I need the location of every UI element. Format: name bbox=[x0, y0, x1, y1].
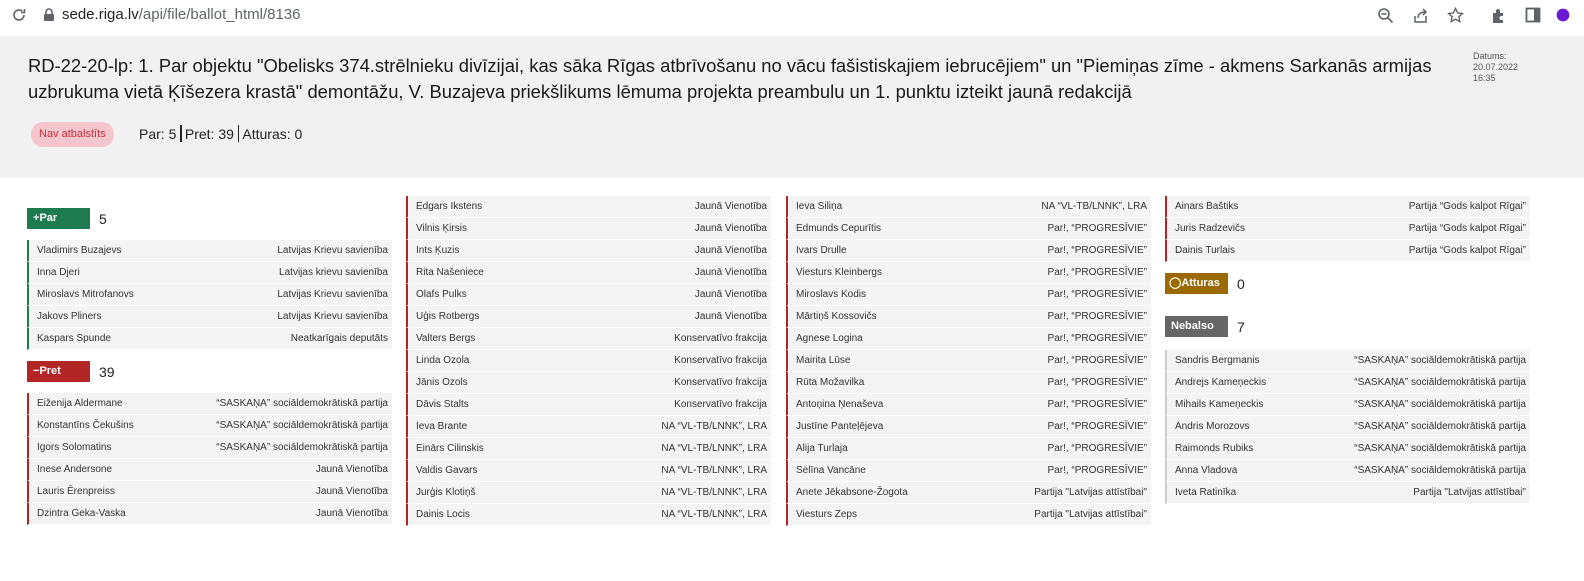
ballot-datetime bbox=[1473, 51, 1518, 84]
deputy-party: NA “VL-TB/LNNK”, LRA bbox=[661, 509, 767, 520]
nebalso-list bbox=[1165, 350, 1530, 504]
deputy-party: Latvijas Krievu savienība bbox=[277, 311, 388, 322]
deputy-row bbox=[406, 218, 771, 240]
deputy-party: Konservatīvo frakcija bbox=[674, 333, 767, 344]
ballot-header bbox=[0, 36, 1584, 178]
deputy-row bbox=[27, 284, 392, 306]
deputy-row bbox=[406, 460, 771, 482]
deputy-row bbox=[1165, 240, 1530, 262]
deputy-party: Latvijas Krievu savienība bbox=[277, 289, 388, 300]
deputy-row bbox=[786, 196, 1151, 218]
deputy-party: Partija "Latvijas attīstībai" bbox=[1034, 487, 1147, 498]
pret-list-1 bbox=[27, 393, 392, 525]
deputy-row bbox=[27, 393, 392, 415]
deputy-party: “SASKAŅA” sociāldemokrātiskā partija bbox=[1354, 421, 1526, 432]
deputy-row bbox=[27, 481, 392, 503]
deputy-row bbox=[406, 482, 771, 504]
deputy-name: Andris Morozovs bbox=[1175, 421, 1250, 432]
pret-heading: −Pret bbox=[27, 361, 90, 382]
deputy-party: Par!, “PROGRESĪVIE” bbox=[1047, 443, 1147, 454]
deputy-row bbox=[406, 438, 771, 460]
deputy-row bbox=[1165, 460, 1530, 482]
deputy-party: “SASKAŅA” sociāldemokrātiskā partija bbox=[1354, 465, 1526, 476]
side-panel-icon[interactable] bbox=[1522, 4, 1544, 26]
deputy-row bbox=[406, 240, 771, 262]
atturas-heading: ◯Atturas bbox=[1165, 273, 1228, 294]
deputy-party: Partija “Gods kalpot Rīgai” bbox=[1408, 245, 1526, 256]
url-path: /api/file/ballot_html/8136 bbox=[138, 6, 301, 23]
deputy-name: Viesturs Kleinbergs bbox=[796, 267, 882, 278]
deputy-party: NA “VL-TB/LNNK”, LRA bbox=[1041, 201, 1147, 212]
deputy-row bbox=[27, 262, 392, 284]
deputy-row bbox=[27, 240, 392, 262]
deputy-name: Raimonds Rubiks bbox=[1175, 443, 1254, 454]
deputy-party: Par!, “PROGRESĪVIE” bbox=[1047, 421, 1147, 432]
deputy-party: Par!, “PROGRESĪVIE” bbox=[1047, 311, 1147, 322]
deputy-name: Selīna Vancāne bbox=[796, 465, 866, 476]
date-value: 20.07.2022 bbox=[1473, 62, 1519, 72]
deputy-name: Mārtiņš Kossovičs bbox=[796, 311, 877, 322]
deputy-name: Lauris Ērenpreiss bbox=[37, 486, 115, 497]
deputy-party: Par!, “PROGRESĪVIE” bbox=[1047, 289, 1147, 300]
deputy-party: Latvijas krievu savienība bbox=[279, 267, 388, 278]
deputy-name: Dzintra Geka-Vaska bbox=[37, 508, 126, 519]
deputy-name: Dainis Locis bbox=[416, 509, 470, 520]
deputy-name: Edgars Ikstens bbox=[416, 201, 483, 212]
deputy-party: Jaunā Vienotība bbox=[694, 267, 767, 278]
time-value: 16:35 bbox=[1473, 73, 1496, 83]
deputy-name: Mihails Kameņeckis bbox=[1175, 399, 1264, 410]
extensions-icon[interactable] bbox=[1487, 4, 1509, 26]
deputy-party: Partija “Gods kalpot Rīgai” bbox=[1408, 201, 1526, 212]
deputy-name: Ainars Baštiks bbox=[1175, 201, 1239, 212]
deputy-row bbox=[786, 350, 1151, 372]
deputy-name: Sandris Bergmanis bbox=[1175, 355, 1260, 366]
divider bbox=[238, 125, 240, 142]
deputy-row bbox=[786, 306, 1151, 328]
deputy-party: Neatkarīgais deputāts bbox=[290, 333, 388, 344]
deputy-party: NA “VL-TB/LNNK”, LRA bbox=[661, 487, 767, 498]
deputy-party: Par!, “PROGRESĪVIE” bbox=[1047, 399, 1147, 410]
deputy-row bbox=[786, 482, 1151, 504]
deputy-row bbox=[1165, 372, 1530, 394]
address-bar[interactable] bbox=[62, 6, 301, 23]
deputy-party: Konservatīvo frakcija bbox=[674, 355, 767, 366]
deputy-row bbox=[1165, 394, 1530, 416]
deputy-party: Konservatīvo frakcija bbox=[674, 377, 767, 388]
deputy-row bbox=[786, 218, 1151, 240]
deputy-party: Par!, “PROGRESĪVIE” bbox=[1047, 245, 1147, 256]
deputy-row bbox=[786, 460, 1151, 482]
deputy-name: Edmunds Cepurītis bbox=[796, 223, 882, 234]
deputy-row bbox=[1165, 438, 1530, 460]
lock-icon[interactable] bbox=[38, 4, 60, 26]
deputy-row bbox=[786, 438, 1151, 460]
deputy-party: Jaunā Vienotība bbox=[315, 486, 388, 497]
deputy-row bbox=[27, 415, 392, 437]
deputy-party: Jaunā Vienotība bbox=[694, 311, 767, 322]
deputy-name: Rūta Možavilka bbox=[796, 377, 865, 388]
deputy-name: Alija Turlaja bbox=[796, 443, 848, 454]
deputy-party: Jaunā Vienotība bbox=[694, 289, 767, 300]
deputy-party: Latvijas Krievu savienība bbox=[277, 245, 388, 256]
divider bbox=[180, 125, 182, 142]
deputy-row bbox=[406, 262, 771, 284]
deputy-party: “SASKAŅA” sociāldemokrātiskā partija bbox=[1354, 399, 1526, 410]
deputy-row bbox=[406, 196, 771, 218]
deputy-row bbox=[786, 284, 1151, 306]
vote-summary bbox=[139, 125, 302, 143]
deputy-party: Partija "Latvijas attīstībai" bbox=[1034, 509, 1147, 520]
deputy-party: Jaunā Vienotība bbox=[315, 464, 388, 475]
deputy-party: “SASKAŅA” sociāldemokrātiskā partija bbox=[216, 398, 388, 409]
deputy-row bbox=[27, 306, 392, 328]
deputy-party: Konservatīvo frakcija bbox=[674, 399, 767, 410]
deputy-row bbox=[406, 372, 771, 394]
deputy-name: Kaspars Spunde bbox=[37, 333, 111, 344]
pret-list-2 bbox=[406, 196, 771, 526]
deputy-name: Valters Bergs bbox=[416, 333, 476, 344]
deputy-party: Jaunā Vienotība bbox=[694, 223, 767, 234]
deputy-name: Viesturs Zeps bbox=[796, 509, 857, 520]
deputy-name: Ivars Drulle bbox=[796, 245, 847, 256]
deputy-party: NA “VL-TB/LNNK”, LRA bbox=[661, 443, 767, 454]
par-heading: +Par bbox=[27, 208, 90, 229]
pret-list-4 bbox=[1165, 196, 1530, 262]
deputy-party: Par!, “PROGRESĪVIE” bbox=[1047, 223, 1147, 234]
deputy-row bbox=[786, 328, 1151, 350]
deputy-row bbox=[27, 503, 392, 525]
date-label: Datums: bbox=[1473, 51, 1507, 61]
pret-list-3 bbox=[786, 196, 1151, 526]
deputy-name: Ieva Siliņa bbox=[796, 201, 843, 212]
nebalso-heading: Nebalso bbox=[1165, 316, 1228, 337]
deputy-name: Eiženija Aldermane bbox=[37, 398, 123, 409]
pret-count: 39 bbox=[99, 364, 115, 380]
deputy-party: “SASKAŅA” sociāldemokrātiskā partija bbox=[1354, 355, 1526, 366]
deputy-row bbox=[1165, 350, 1530, 372]
url-host: sede.riga.lv bbox=[62, 6, 139, 23]
deputy-party: NA “VL-TB/LNNK”, LRA bbox=[661, 465, 767, 476]
deputy-party: Par!, “PROGRESĪVIE” bbox=[1047, 377, 1147, 388]
minus-icon: − bbox=[33, 365, 40, 377]
deputy-row bbox=[1165, 482, 1530, 504]
bookmark-star-icon[interactable] bbox=[1444, 4, 1466, 26]
deputy-row bbox=[786, 416, 1151, 438]
status-badge: Nav atbalstīts bbox=[31, 122, 114, 147]
deputy-name: Justīne Panteļējeva bbox=[796, 421, 884, 432]
deputy-party: Par!, “PROGRESĪVIE” bbox=[1047, 465, 1147, 476]
plus-icon: + bbox=[33, 212, 40, 224]
deputy-party: Par!, “PROGRESĪVIE” bbox=[1047, 267, 1147, 278]
count-atturas: Atturas: 0 bbox=[242, 126, 303, 142]
deputy-party: “SASKAŅA” sociāldemokrātiskā partija bbox=[1354, 443, 1526, 454]
deputy-name: Juris Radzevičs bbox=[1175, 223, 1246, 234]
deputy-row bbox=[27, 459, 392, 481]
deputy-row bbox=[1165, 416, 1530, 438]
deputy-party: “SASKAŅA” sociāldemokrātiskā partija bbox=[1354, 377, 1526, 388]
deputy-row bbox=[786, 372, 1151, 394]
deputy-name: Mairita Lūse bbox=[796, 355, 851, 366]
browser-toolbar bbox=[0, 0, 1584, 30]
deputy-name: Dāvis Stalts bbox=[416, 399, 469, 410]
deputy-row bbox=[27, 328, 392, 350]
deputy-row bbox=[786, 240, 1151, 262]
deputy-row bbox=[406, 350, 771, 372]
deputy-name: Igors Solomatins bbox=[37, 442, 112, 453]
deputy-name: Jurģis Klotiņš bbox=[416, 487, 476, 498]
deputy-name: Iveta Ratinīka bbox=[1175, 487, 1237, 498]
deputy-name: Anna Vladova bbox=[1175, 465, 1238, 476]
deputy-name: Jānis Ozols bbox=[416, 377, 468, 388]
deputy-name: Ieva Brante bbox=[416, 421, 468, 432]
deputy-party: “SASKAŅA” sociāldemokrātiskā partija bbox=[216, 442, 388, 453]
deputy-name: Vladimirs Buzajevs bbox=[37, 245, 122, 256]
deputy-party: Par!, “PROGRESĪVIE” bbox=[1047, 355, 1147, 366]
deputy-name: Ints Ķuzis bbox=[416, 245, 460, 256]
deputy-row bbox=[786, 262, 1151, 284]
deputy-name: Anete Jēkabsone-Žogota bbox=[796, 487, 908, 498]
deputy-name: Jakovs Pliners bbox=[37, 311, 102, 322]
deputy-row bbox=[406, 284, 771, 306]
deputy-name: Agnese Logina bbox=[796, 333, 863, 344]
deputy-row bbox=[27, 437, 392, 459]
deputy-party: NA “VL-TB/LNNK”, LRA bbox=[661, 421, 767, 432]
deputy-name: Olafs Pulks bbox=[416, 289, 467, 300]
deputy-name: Andrejs Kameņeckis bbox=[1175, 377, 1267, 388]
count-par: Par: 5 bbox=[139, 126, 177, 142]
deputy-row bbox=[406, 328, 771, 350]
nebalso-count: 7 bbox=[1237, 319, 1245, 335]
deputy-name: Rita Našeniece bbox=[416, 267, 484, 278]
deputy-party: Jaunā Vienotība bbox=[315, 508, 388, 519]
deputy-name: Valdis Gavars bbox=[416, 465, 478, 476]
deputy-name: Linda Ozola bbox=[416, 355, 470, 366]
deputy-name: Vilnis Ķirsis bbox=[416, 223, 467, 234]
atturas-count: 0 bbox=[1237, 276, 1245, 292]
deputy-name: Inese Andersone bbox=[37, 464, 113, 475]
deputy-row bbox=[406, 504, 771, 526]
deputy-row bbox=[1165, 218, 1530, 240]
circle-icon: ◯ bbox=[1169, 277, 1182, 289]
deputy-party: Par!, “PROGRESĪVIE” bbox=[1047, 333, 1147, 344]
deputy-party: Partija "Latvijas attīstībai" bbox=[1413, 487, 1526, 498]
deputy-row bbox=[1165, 196, 1530, 218]
deputy-name: Inna Djeri bbox=[37, 267, 80, 278]
share-icon[interactable] bbox=[1409, 4, 1431, 26]
ballot-title: RD-22-20-lp: 1. Par objektu "Obelisks 374.strēlnieku divīzijai, kas sāka Rīgas atbrīvošanu no vācu fašistiskajiem iebrucējiem" un "Piemiņas zīme - akmens Sarkanās armijas uzbrukuma vietā Ķīšezera krastā" demontāžu, V. Buzajeva priekšlikums lēmuma projekta preambulu un 1. punktu izteikt jaunā redakcijā bbox=[28, 55, 1432, 102]
deputy-row bbox=[406, 394, 771, 416]
count-pret: Pret: 39 bbox=[184, 126, 234, 142]
deputy-row bbox=[406, 306, 771, 328]
reload-icon[interactable] bbox=[8, 4, 30, 26]
par-count: 5 bbox=[99, 211, 107, 227]
deputy-row bbox=[786, 394, 1151, 416]
deputy-name: Miroslavs Mitrofanovs bbox=[37, 289, 134, 300]
deputy-party: Partija “Gods kalpot Rīgai” bbox=[1408, 223, 1526, 234]
deputy-name: Antoņina Ņenaševa bbox=[796, 399, 884, 410]
zoom-out-icon[interactable] bbox=[1374, 4, 1396, 26]
deputy-name: Uģis Rotbergs bbox=[416, 311, 480, 322]
profile-avatar-icon[interactable] bbox=[1556, 4, 1570, 26]
deputy-party: Jaunā Vienotība bbox=[694, 245, 767, 256]
deputy-name: Miroslavs Kodis bbox=[796, 289, 867, 300]
deputy-name: Konstantīns Čekušins bbox=[37, 420, 134, 431]
deputy-party: Jaunā Vienotība bbox=[694, 201, 767, 212]
deputy-row bbox=[406, 416, 771, 438]
par-list bbox=[27, 240, 392, 350]
deputy-party: “SASKAŅA” sociāldemokrātiskā partija bbox=[216, 420, 388, 431]
deputy-name: Einārs Cilinskis bbox=[416, 443, 484, 454]
deputy-row bbox=[786, 504, 1151, 526]
deputy-name: Dainis Turlais bbox=[1175, 245, 1236, 256]
